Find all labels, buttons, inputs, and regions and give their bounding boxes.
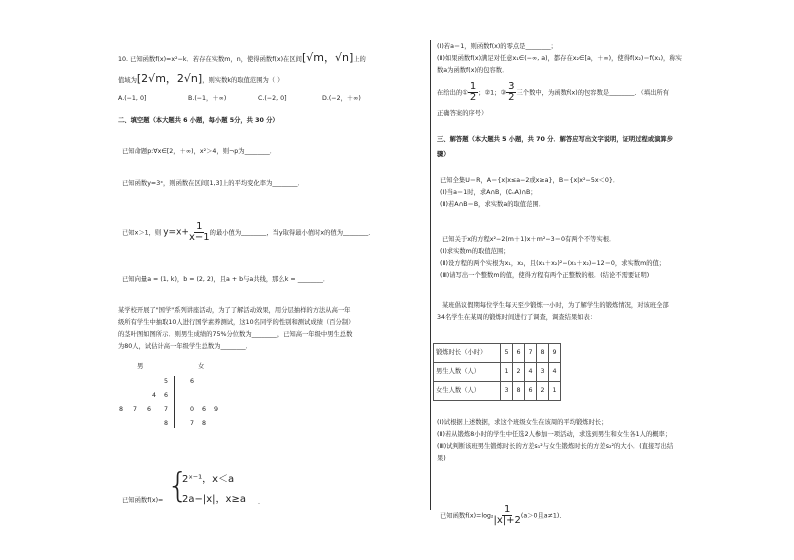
- q13-suffix: 的最小值为________，当y取得最小值时x的值为________．: [209, 229, 375, 237]
- q10-option-c: C.(−2, 0]: [258, 95, 287, 102]
- table-cell: 1: [549, 382, 561, 401]
- table-header-cell: 男生人数（人）: [434, 363, 501, 382]
- q19-part1: (Ⅰ)试根据上述数据，求这个班级女生在该周的平均锻炼时长；: [437, 419, 608, 426]
- q15-line1: 某学校开展了"国学"系列讲座活动，为了了解活动效果，用分层抽样的方法从高一年: [118, 307, 351, 314]
- q15-line4: 为80人，试估计高一年级学生总数为________．: [118, 343, 252, 350]
- q16-frac2-den: 2: [508, 92, 515, 103]
- table-header-cell: 女生人数（人）: [434, 382, 501, 401]
- table-cell: 4: [549, 363, 561, 382]
- q14-text: 已知向量a = (1, k)，b = (2, 2)，且a + b与a共线，那么k = ________．: [122, 276, 330, 283]
- q17-line3: (Ⅱ)若A∩B＝B，求实数a的取值范围．: [440, 201, 545, 208]
- q16-frac1-num: 1: [469, 81, 477, 92]
- q16-part2-cont: 数a为函数f(x)的包容数．: [437, 67, 509, 74]
- q16-suffix: .: [258, 499, 261, 506]
- male-label: 男: [137, 363, 144, 370]
- table-cell: 5: [501, 344, 513, 363]
- stem-row4: 8: [164, 420, 169, 427]
- q16-case2: 2a−|x|，x≥a: [182, 494, 246, 505]
- column-divider: [430, 40, 431, 510]
- table-cell: 2: [513, 363, 525, 382]
- table-row: [434, 382, 561, 401]
- q13-frac-num: 1: [196, 221, 203, 232]
- q19-line2: 34名学生在某周的锻炼时间进行了调查，调查结果如表：: [437, 314, 597, 321]
- stem-line: [174, 376, 175, 428]
- q10-option-a: A.(−1, 0]: [118, 95, 147, 102]
- exercise-table: [433, 343, 561, 401]
- table-cell: 3: [537, 363, 549, 382]
- table-header-cell: 锻炼时长（小时）: [434, 344, 501, 363]
- table-cell: 4: [525, 363, 537, 382]
- table-cell: 6: [513, 344, 525, 363]
- q19-part3-cont: 果): [437, 455, 446, 462]
- q13-prefix: 已知x＞1，则: [122, 229, 162, 237]
- q16-frac2-num: 3: [508, 81, 515, 92]
- q16-frac1: [468, 82, 478, 103]
- section3-title-cont: 骤）: [437, 151, 450, 158]
- male-leaves-row3: 8 7 6: [119, 406, 152, 413]
- table-row: [434, 344, 561, 363]
- female-leaves-row4: 7 8: [190, 420, 207, 427]
- stem-row2: 6: [164, 392, 169, 399]
- q16-choices-suffix: 三个数中，为函数f(x)的包容数是________．（填出所有: [516, 89, 670, 97]
- q16-choices-line: [437, 82, 669, 103]
- q20-prefix: 已知函数f(x)=log₂: [440, 512, 494, 520]
- q17-line2: (Ⅰ)当a＝1时，求A∩B，(∁ᵤA)∩B；: [440, 189, 537, 196]
- q18-line4: (Ⅲ)请写出一个整数m的值，使得方程有两个正整数的根．(结论不需要证明): [440, 272, 650, 279]
- q10-range: [2√m，2√n]: [136, 72, 203, 85]
- section3-title: 三、解答题（本大题共 5 小题，共 70 分．解答应写出文字说明，证明过程或演算步: [437, 136, 674, 143]
- q19-line1: 某班倡议假期每位学生每天至少锻炼一小时，为了解学生的锻炼情况，对该班全部: [442, 302, 669, 309]
- q16-frac2: [506, 82, 516, 103]
- q13-formula: y=x+: [163, 227, 189, 238]
- q20-suffix: (a＞0且a≠1)．: [520, 512, 566, 520]
- q19-part3: (Ⅲ)试判断该班男生锻炼时长的方差s₁²与女生锻炼时长的方差s₂²的大小．(直接写出结: [437, 443, 674, 450]
- stem-row3: 7: [164, 406, 169, 413]
- q20-line: [440, 505, 566, 526]
- q16-frac1-den: 2: [469, 92, 477, 103]
- female-leaves-row1: 6: [190, 378, 195, 385]
- q10-option-d: D.(−2，＋∞): [322, 95, 361, 102]
- q16-part1: (Ⅰ)若a＝1，则函数f(x)的零点是________；: [437, 43, 557, 50]
- q16-case1: 2ˣ⁻¹，x＜a: [182, 474, 235, 485]
- table-cell: 8: [537, 344, 549, 363]
- q20-frac-num: 1: [503, 504, 511, 515]
- female-leaves-row3: 0 6 9: [190, 406, 219, 413]
- q20-fraction: [493, 505, 520, 526]
- q10-suffix: 上的: [353, 56, 366, 63]
- q12-text: 已知函数y=3ˣ，则函数在区间[1,3]上的平均变化率为________．: [122, 180, 304, 187]
- q16-part2: (Ⅱ)如果函数f(x)满足对任意x₁∈(−∞, a)，都存在x₂∈[a，＋∞)，使得f(x₂)＝f(x₁)，称实: [437, 55, 682, 62]
- piecewise-brace: {: [167, 466, 189, 506]
- q10-option-b: B.(−1，＋∞): [188, 95, 227, 102]
- q13-fraction: [189, 222, 210, 243]
- table-cell: 7: [525, 344, 537, 363]
- section2-title: 二、填空题（本大题共 6 小题，每小题 5分，共 30 分）: [118, 117, 279, 124]
- table-cell: 6: [525, 382, 537, 401]
- table-cell: 9: [549, 344, 561, 363]
- q18-line2: (Ⅰ)求实数m的取值范围；: [440, 248, 510, 255]
- q16-choices-mid: ；②1；③: [478, 89, 507, 97]
- q10-line2: [118, 73, 283, 86]
- q15-line2: 级所有学生中抽取10人进行国学素养测试，这10名同学的性别和测试成绩（百分制）: [118, 319, 355, 326]
- q19-part2: (Ⅱ)若从锻炼8小时的学生中任选2人参加一项活动，求选到男生和女生各1人的概率；: [437, 431, 672, 438]
- stem-row1: 5: [164, 378, 169, 385]
- table-cell: 1: [501, 363, 513, 382]
- male-leaves-row2: 4: [151, 392, 156, 399]
- table-cell: 2: [537, 382, 549, 401]
- q10-line2-suffix: ，则实数k的取值范围为（ ）: [202, 77, 284, 84]
- q17-line1: 已知全集U＝R，A＝{x|x≤a−2或x≥a}，B＝{x|x²−5x＜0}．: [440, 177, 620, 184]
- q10-line1: [118, 52, 366, 65]
- table-cell: 3: [501, 382, 513, 401]
- q13-frac-den: x−1: [188, 232, 210, 243]
- female-label: 女: [198, 363, 205, 370]
- q20-frac-den: |x|+2: [493, 515, 521, 526]
- q18-line3: (Ⅱ)设方程的两个实根为x₁，x₂，且(x₁＋x₂)²−(x₁＋x₂)−12＝0，求实数m的值；: [440, 260, 666, 267]
- table-cell: 8: [513, 382, 525, 401]
- q16-choices-line2: 正确答案的序号）: [437, 110, 488, 117]
- q18-line1: 已知关于x的方程x²−2(m＋1)x＋m²−3＝0有两个不等实根．: [442, 236, 616, 243]
- q15-line3: 的茎叶图如图所示．则男生成绩的75%分位数为________，已知高一年级中男生总数: [118, 331, 353, 338]
- q16-choices-prefix: 在给出的①: [437, 89, 468, 97]
- q13-line: [122, 222, 375, 243]
- q10-interval: [√m，√n]: [301, 51, 354, 64]
- q10-prefix: 10. 已知函数f(x)=x²−k．若存在实数m，n，使得函数f(x)在区间: [118, 56, 302, 63]
- table-row: [434, 363, 561, 382]
- q11-text: 已知命题p:∀x∈[2，＋∞)，x²＞4，则¬p为________．: [122, 148, 277, 155]
- q10-line2-prefix: 值域为: [118, 77, 137, 84]
- q16-prefix: 已知函数f(x)=: [122, 497, 164, 504]
